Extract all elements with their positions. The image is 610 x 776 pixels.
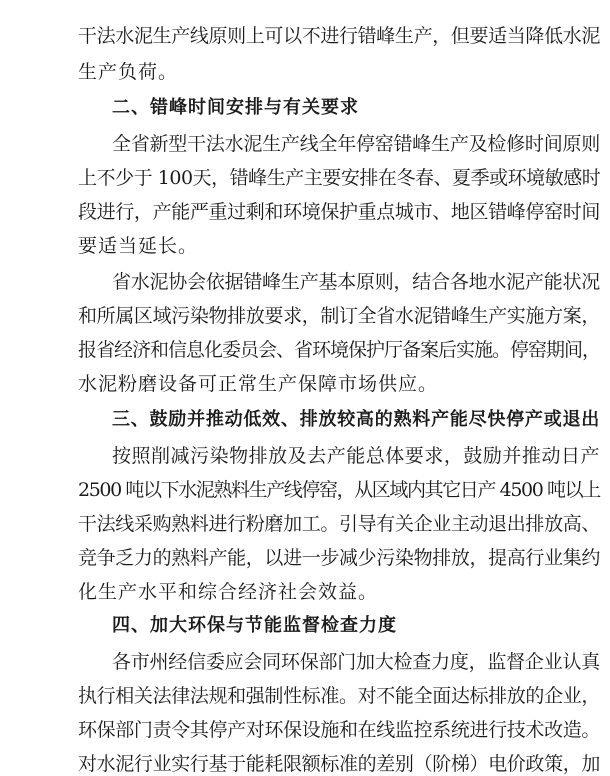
- text-line: 对水泥行业实行基于能耗限额标准的差别（阶梯）电价政策，加: [78, 753, 601, 775]
- text-line: 竞争乏力的熟料产能，以进一步减少污染物排放，提高行业集约: [78, 547, 601, 569]
- section-heading: 二、错峰时间安排与有关要求: [112, 97, 359, 118]
- text-line: 执行相关法律法规和强制性标准。对不能全面达标排放的企业，: [78, 685, 601, 707]
- text-line: 按照削减污染物排放及去产能总体要求，鼓励并推动日产: [112, 445, 601, 467]
- text-line: 全省新型干法水泥生产线全年停窑错峰生产及检修时间原则: [112, 133, 601, 155]
- text-line: 2500 吨以下水泥熟料生产线停窑，从区域内其它日产 4500 吨以上: [78, 479, 600, 501]
- text-line: 各市州经信委应会同环保部门加大检查力度，监督企业认真: [112, 651, 601, 673]
- text-line: 环保部门责令其停产对环保设施和在线监控系统进行技术改造。: [78, 719, 601, 741]
- text-line: 化生产水平和综合经济社会效益。: [78, 581, 379, 603]
- text-line: 生产负荷。: [78, 61, 179, 83]
- text-line: 和所属区域污染物排放要求，制订全省水泥错峰生产实施方案，: [78, 305, 601, 327]
- text-line: 上不少于 100天，错峰生产主要安排在冬春、夏季或环境敏感时: [78, 167, 601, 189]
- section-heading: 三、鼓励并推动低效、排放较高的熟料产能尽快停产或退出: [112, 409, 600, 430]
- text-line: 要适当延长。: [78, 235, 199, 257]
- text-line: 段进行，产能严重过剩和环境保护重点城市、地区错峰停窑时间: [78, 201, 601, 223]
- text-line: 报省经济和信息化委员会、省环境保护厅备案后实施。停窑期间，: [78, 339, 601, 361]
- text-line: 省水泥协会依据错峰生产基本原则，结合各地水泥产能状况: [112, 271, 601, 293]
- text-line: 水泥粉磨设备可正常生产保障市场供应。: [78, 373, 439, 395]
- section-heading: 四、加大环保与节能监督检查力度: [112, 615, 397, 636]
- text-line: 干法线采购熟料进行粉磨加工。引导有关企业主动退出排放高、: [78, 513, 601, 535]
- text-line: 干法水泥生产线原则上可以不进行错峰生产，但要适当降低水泥: [78, 25, 601, 47]
